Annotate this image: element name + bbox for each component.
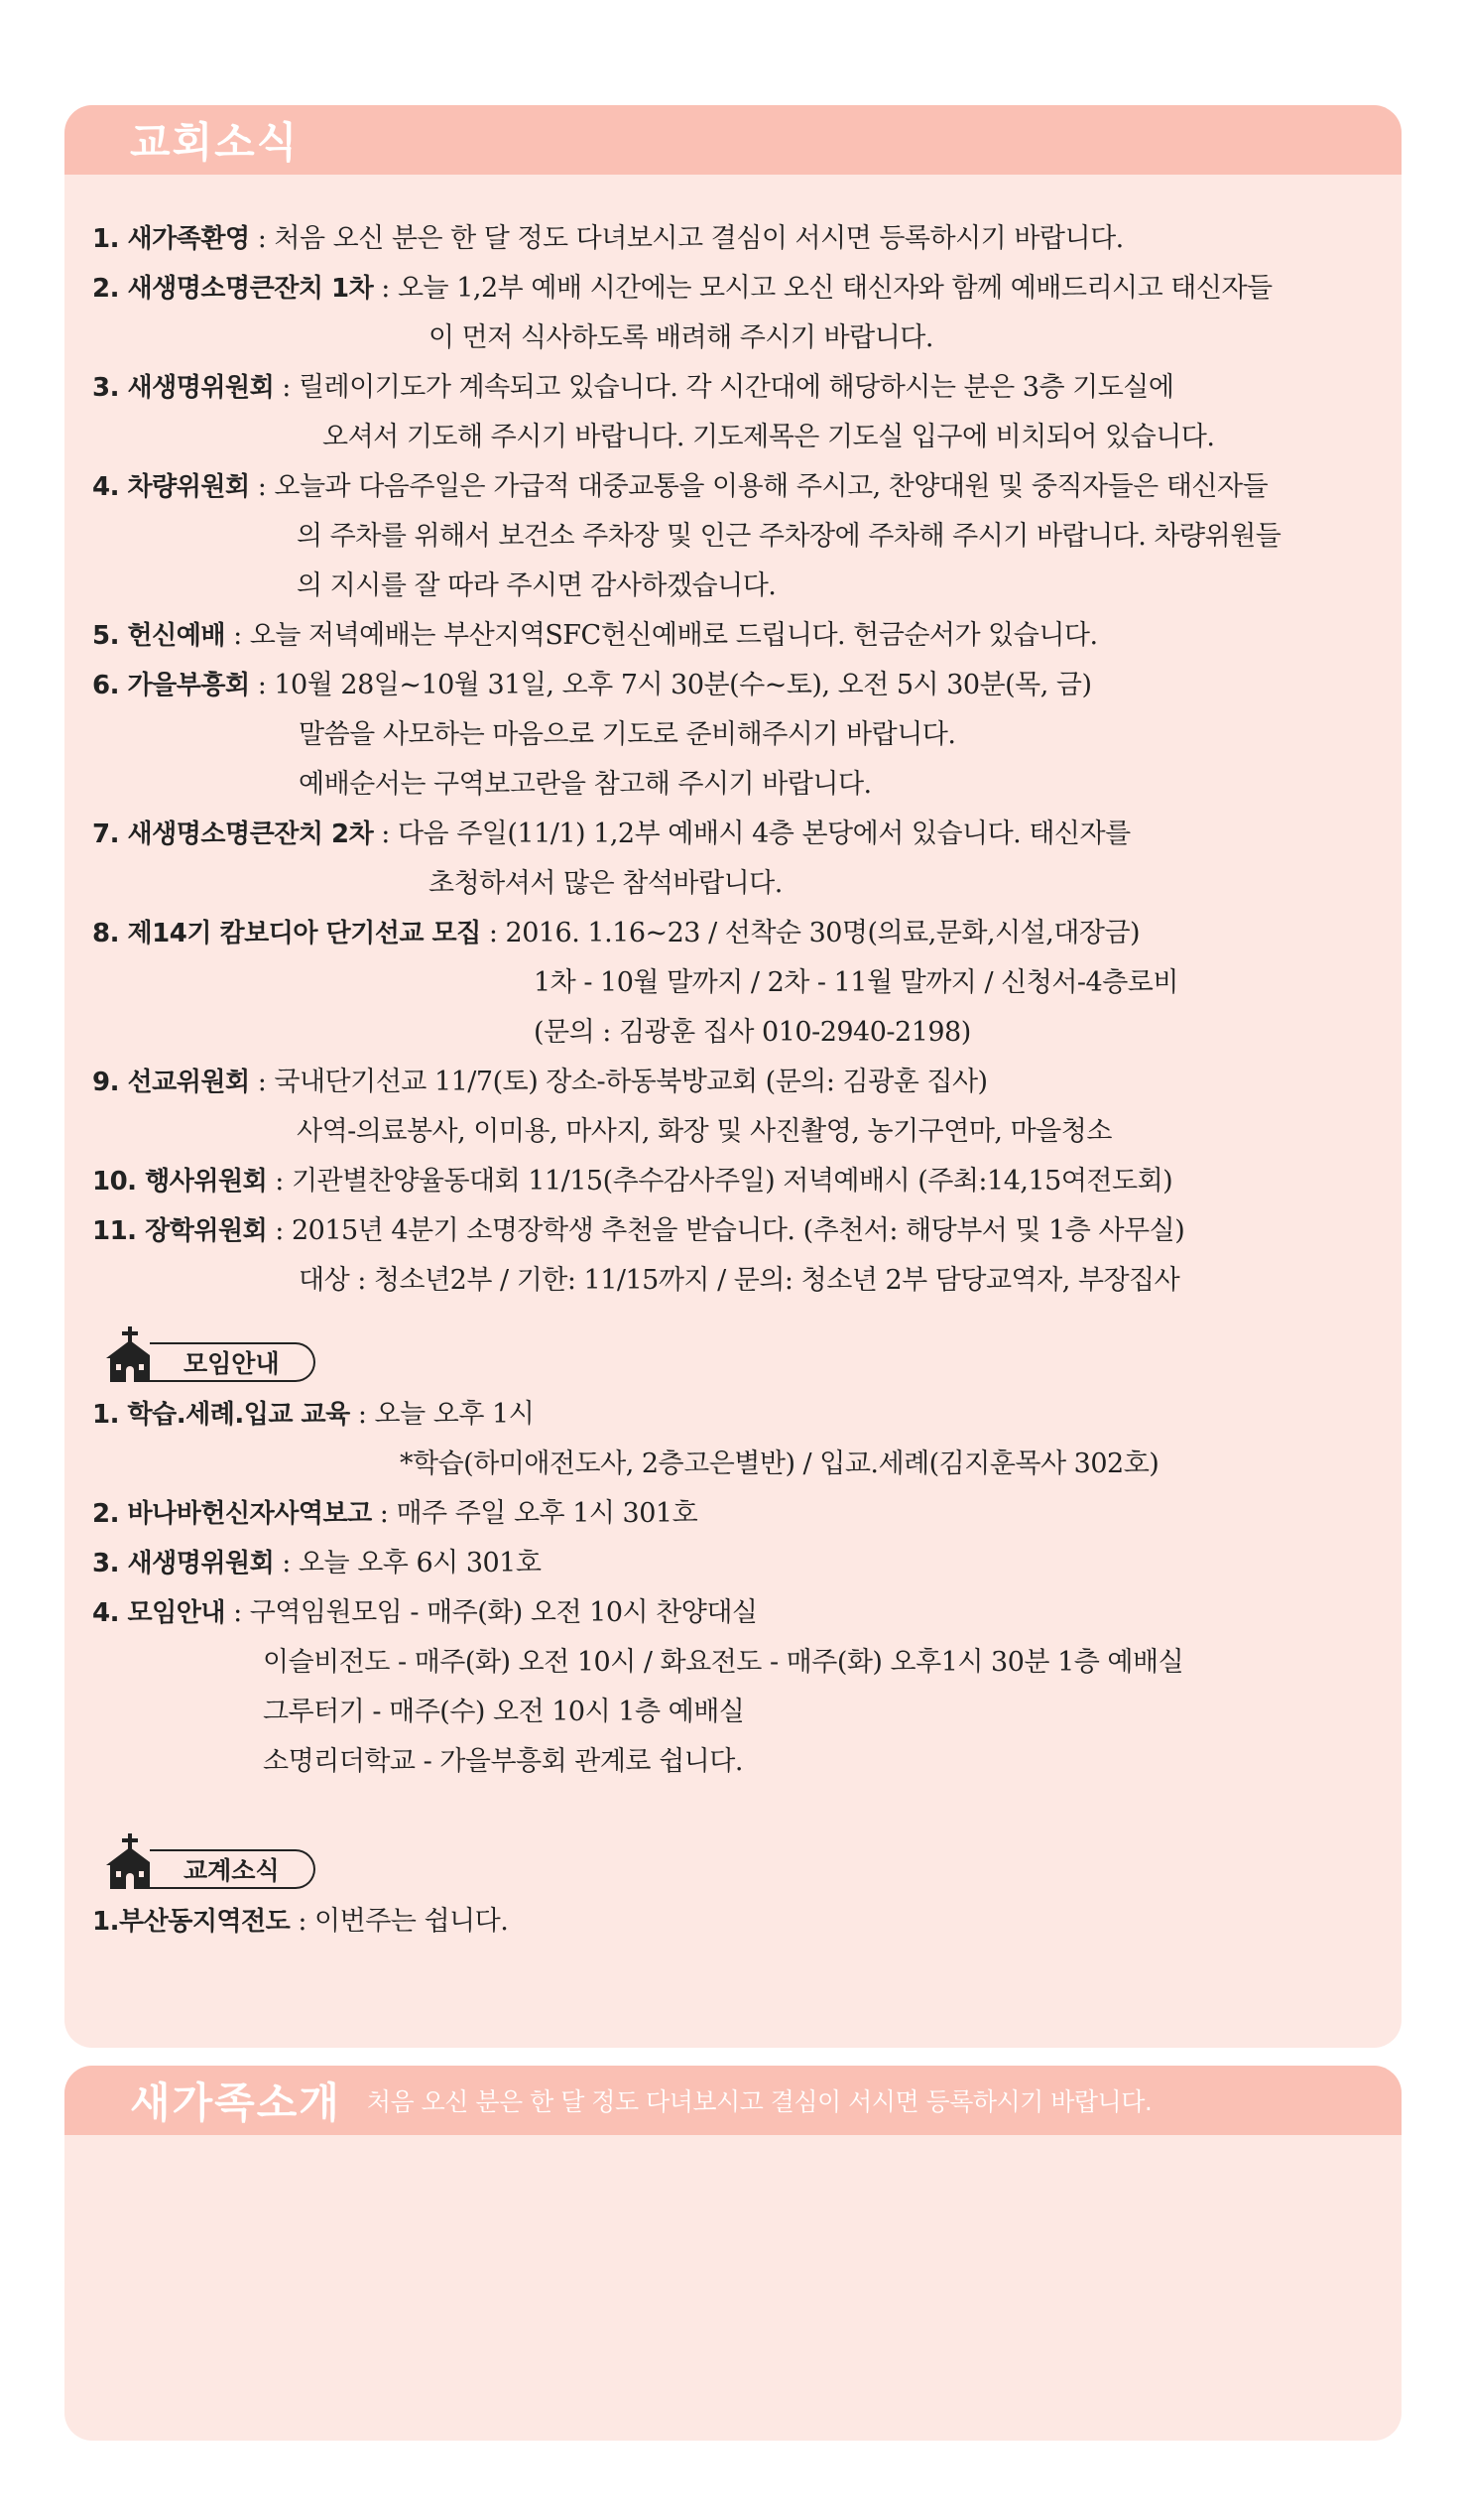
new-family-title: 새가족소개 [130, 2079, 341, 2127]
list-item [92, 1905, 508, 1939]
fellowship-heading [104, 1837, 315, 1889]
item-continuation: 초청하셔서 많은 참석바랍니다. [428, 868, 783, 899]
item-text: : 국내단기선교 11/7(토) 장소-하동북방교회 (문의: 김광훈 집사) [249, 1067, 988, 1097]
item-text: : 오늘 저녁예배는 부산지역SFC헌신예배로 드립니다. 헌금순서가 있습니다. [224, 620, 1098, 651]
list-item [92, 470, 1268, 504]
item-label: 7. 새생명소명큰잔치 2차 [92, 819, 374, 849]
item-text: : 오늘과 다음주일은 가급적 대중교통을 이용해 주시고, 찬양대원 및 중직자들은 태신자들 [249, 471, 1269, 502]
list-item [92, 371, 1173, 405]
new-family-subtitle: 처음 오신 분은 한 달 정도 다녀보시고 결심이 서시면 등록하시기 바랍니다. [366, 2087, 1153, 2116]
item-continuation: 이 먼저 식사하도록 배려해 주시기 바랍니다. [428, 322, 933, 353]
item-continuation: 예배순서는 구역보고란을 참고해 주시기 바랍니다. [299, 769, 872, 800]
list-item [92, 1214, 1184, 1248]
item-continuation: 의 지시를 잘 따라 주시면 감사하겠습니다. [297, 570, 777, 601]
item-label: 1. 학습.세례.입교 교육 [92, 1400, 350, 1430]
church-news-title: 교회소식 [130, 118, 300, 167]
item-continuation: 그루터기 - 매주(수) 오전 10시 1층 예배실 [263, 1697, 745, 1727]
church-icon [104, 1326, 156, 1382]
list-item [92, 1165, 1172, 1198]
list-item [92, 1497, 697, 1531]
list-item [92, 222, 1124, 256]
item-label: 9. 선교위원회 [92, 1068, 250, 1097]
list-item [92, 619, 1098, 653]
item-text: : 릴레이기도가 계속되고 있습니다. 각 시간대에 해당하시는 분은 3층 기도실에 [274, 372, 1174, 403]
item-label: 5. 헌신예배 [92, 621, 225, 651]
item-text: : 오늘 오후 1시 [349, 1399, 535, 1430]
meetings-title: 모임안내 [150, 1342, 315, 1382]
item-text: : 구역임원모임 - 매주(화) 오전 10시 찬양대실 [224, 1597, 758, 1628]
item-label: 2. 새생명소명큰잔치 1차 [92, 274, 374, 304]
item-label: 1. 새가족환영 [92, 224, 250, 254]
list-item [92, 818, 1131, 851]
list-item [92, 1547, 541, 1580]
item-text: : 다음 주일(11/1) 1,2부 예배시 4층 본당에서 있습니다. 태신자를 [373, 819, 1131, 849]
item-continuation: 말씀을 사모하는 마음으로 기도로 준비해주시기 바랍니다. [299, 719, 956, 750]
church-news-panel [64, 105, 1402, 2048]
item-continuation: 소명리더학교 - 가을부흥회 관계로 쉽니다. [263, 1746, 743, 1777]
item-text: : 처음 오신 분은 한 달 정도 다녀보시고 결심이 서시면 등록하시기 바랍니다. [249, 223, 1124, 254]
item-continuation: 의 주차를 위해서 보건소 주차장 및 인근 주차장에 주차해 주시기 바랍니다. 차량위원들 [297, 521, 1282, 552]
item-text: : 2015년 4분기 소명장학생 추천을 받습니다. (추천서: 해당부서 및 1층 사무실) [267, 1215, 1185, 1246]
item-continuation: 대상 : 청소년2부 / 기한: 11/15까지 / 문의: 청소년 2부 담당교역자, 부장집사 [299, 1265, 1180, 1296]
item-label: 2. 바나바헌신자사역보고 [92, 1499, 372, 1529]
item-text: : 오늘 오후 6시 301호 [274, 1548, 542, 1578]
item-continuation: 오셔서 기도해 주시기 바랍니다. 기도제목은 기도실 입구에 비치되어 있습니다. [322, 422, 1215, 452]
fellowship-title: 교계소식 [150, 1849, 315, 1889]
item-label: 8. 제14기 캄보디아 단기선교 모집 [92, 919, 481, 948]
list-item [92, 272, 1273, 306]
church-news-header [64, 105, 1402, 175]
item-continuation: 이슬비전도 - 매주(화) 오전 10시 / 화요전도 - 매주(화) 오후1시 30분 1층 예배실 [263, 1647, 1184, 1678]
item-continuation: 1차 - 10월 말까지 / 2차 - 11월 말까지 / 신청서-4층로비 [534, 967, 1178, 998]
item-text: : 오늘 1,2부 예배 시간에는 모시고 오신 태신자와 함께 예배드리시고 태신자들 [373, 273, 1273, 304]
item-label: 1.부산동지역전도 [92, 1907, 291, 1937]
list-item [92, 917, 1140, 950]
new-family-header [64, 2066, 1402, 2135]
list-item [92, 1596, 758, 1630]
list-item [92, 669, 1092, 702]
item-continuation: 사역-의료봉사, 이미용, 마사지, 화장 및 사진촬영, 농기구연마, 마을청소 [297, 1116, 1112, 1147]
item-label: 6. 가을부흥회 [92, 671, 250, 700]
meetings-heading [104, 1330, 315, 1382]
item-label: 11. 장학위원회 [92, 1216, 268, 1246]
item-text: : 2016. 1.16~23 / 선착순 30명(의료,문화,시설,대장금) [480, 918, 1141, 948]
church-icon [104, 1833, 156, 1889]
item-text: : 이번주는 쉽니다. [290, 1906, 509, 1937]
item-label: 10. 행사위원회 [92, 1167, 268, 1197]
item-label: 4. 차량위원회 [92, 472, 250, 502]
item-continuation: (문의 : 김광훈 집사 010-2940-2198) [534, 1017, 971, 1048]
item-text: : 10월 28일~10월 31일, 오후 7시 30분(수~토), 오전 5시 30분(목, 금) [249, 670, 1092, 700]
item-label: 3. 새생명위원회 [92, 1549, 275, 1578]
list-item [92, 1066, 988, 1099]
item-text: : 기관별찬양율동대회 11/15(추수감사주일) 저녁예배시 (주최:14,15여전도회) [267, 1166, 1173, 1197]
item-label: 3. 새생명위원회 [92, 373, 275, 403]
item-label: 4. 모임안내 [92, 1598, 225, 1628]
item-text: : 매주 주일 오후 1시 301호 [371, 1498, 698, 1529]
new-family-panel [64, 2066, 1402, 2441]
list-item [92, 1398, 534, 1432]
item-continuation: *학습(하미애전도사, 2층고은별반) / 입교.세례(김지훈목사 302호) [400, 1449, 1160, 1479]
